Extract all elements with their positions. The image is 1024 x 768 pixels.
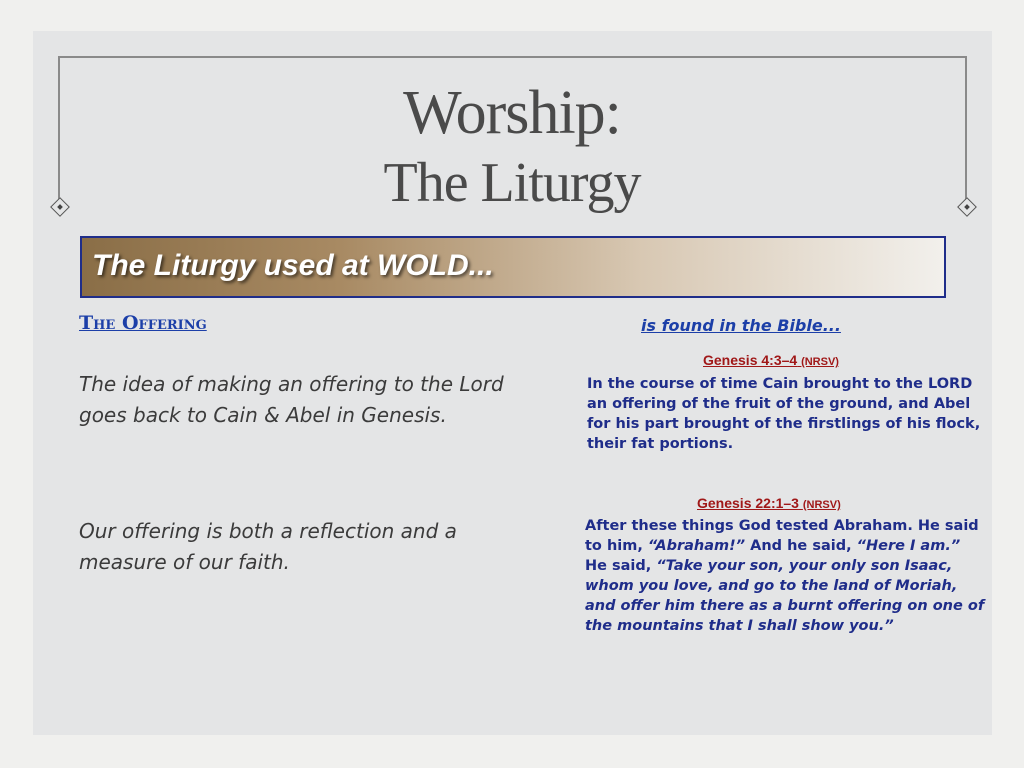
section-banner: [80, 236, 946, 298]
verse-2-quote-abraham: “Abraham!”: [647, 538, 746, 554]
scripture-verse-1: In the course of time Cain brought to the LORD an offering of the fruit of the ground, and Abel for his part brought of the firstlings of his flock, their fat portions.: [587, 376, 981, 452]
scripture-verse-2: [585, 516, 985, 636]
verse-2-quote-here-i-am: “Here I am.”: [856, 538, 961, 554]
scripture-reference-1: [703, 352, 839, 368]
offering-paragraph-2: Our offering is both a reflection and a measure of our faith.: [79, 519, 457, 574]
offering-heading: The Offering: [79, 312, 207, 334]
found-in-bible-heading: is found in the Bible...: [641, 316, 841, 335]
frame-top-line: [58, 56, 966, 58]
verse-2-part-3: And he said,: [745, 538, 857, 554]
slide-title-line2: The Liturgy: [383, 152, 641, 214]
verse-2-quote-take-your-son: “Take your son, your only son Isaac, whom you love, and go to the land of Moriah, and offer him there as a burnt offering on one of the mountains that I shall show you.”: [585, 558, 985, 634]
scripture-reference-2: [697, 495, 841, 511]
slide-title-line1: Worship:: [403, 79, 621, 147]
reference-1-citation: Genesis 4:3–4: [703, 352, 798, 368]
reference-2-citation: Genesis 22:1–3: [697, 495, 799, 511]
offering-paragraph-1: The idea of making an offering to the Lord goes back to Cain & Abel in Genesis.: [79, 372, 504, 427]
banner-text: The Liturgy used at WOLD...: [92, 249, 494, 282]
verse-2-part-5: He said,: [585, 558, 657, 574]
reference-1-version: (NRSV): [801, 356, 839, 368]
reference-2-version: (NRSV): [802, 499, 841, 511]
verse-2-part-1: After these things God tested Abraham. He said to him,: [585, 518, 979, 554]
